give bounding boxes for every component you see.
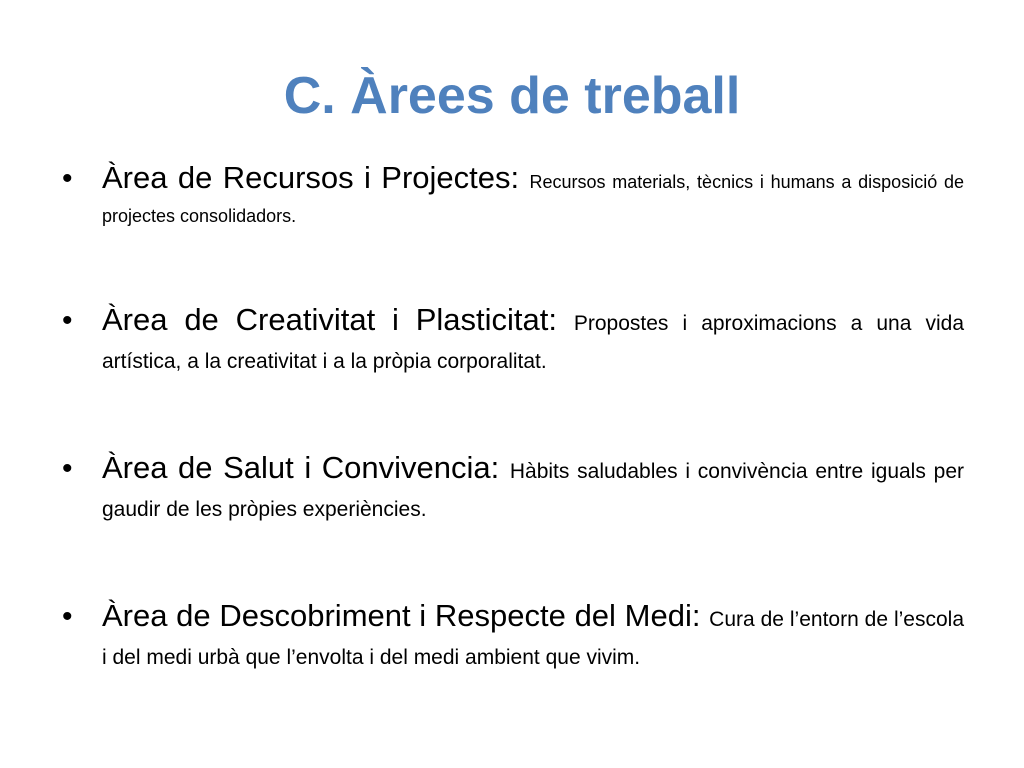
area-description: Hàbits saludables i convivència entre iguals per gaudir de les pròpies experiències. — [102, 460, 964, 521]
bullet-icon: • — [62, 162, 73, 195]
area-name: Àrea de Recursos i Projectes: — [102, 160, 530, 195]
area-name: Àrea de Descobriment i Respecte del Medi: — [102, 598, 710, 633]
bullet-icon: • — [62, 600, 73, 633]
area-list — [62, 160, 964, 678]
area-name: Àrea de Salut i Convivencia: — [102, 450, 510, 485]
area-description: Recursos materials, tècnics i humans a disposició de projectes consolidadors. — [102, 172, 964, 226]
slide-title: C. Àrees de treball — [283, 67, 741, 125]
list-item-creativitat-plasticitat — [62, 302, 964, 382]
area-description: Cura de l’entorn de l’escola i del medi urbà que l’envolta i del medi ambient que vivim. — [102, 608, 965, 669]
list-item-salut-convivencia — [62, 450, 964, 530]
bullet-icon: • — [62, 452, 73, 485]
list-item-descobriment-medi — [62, 598, 964, 678]
area-description: Propostes i aproximacions a una vida artística, a la creativitat i a la pròpia corporalitat. — [102, 312, 964, 373]
list-item-recursos-projectes — [62, 160, 964, 234]
bullet-icon: • — [62, 304, 73, 337]
area-name: Àrea de Creativitat i Plasticitat: — [102, 302, 574, 337]
